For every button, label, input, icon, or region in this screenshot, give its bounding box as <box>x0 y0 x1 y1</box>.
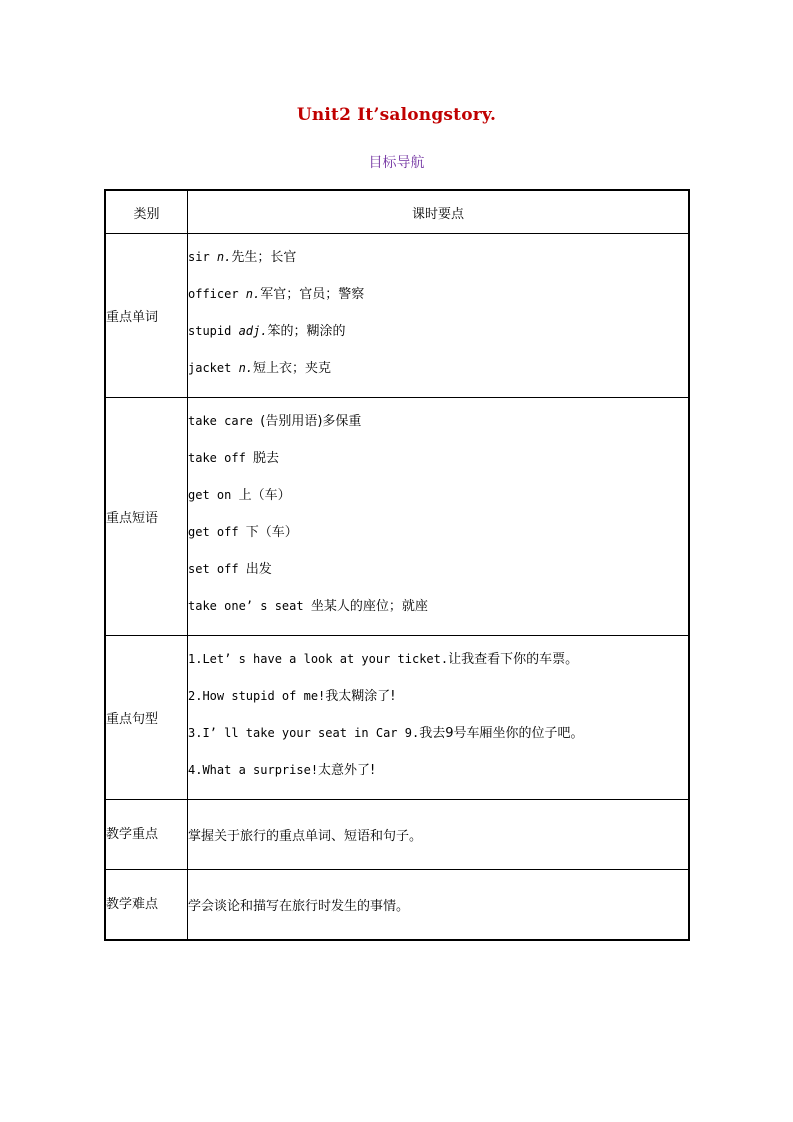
difficulty-row <box>105 870 689 941</box>
focus-row <box>105 800 689 870</box>
difficulty-content: 学会谈论和描写在旅行时发生的事情。 <box>188 870 690 941</box>
sentences-row <box>105 636 689 800</box>
word-item: officer n.军官；官员；警察 <box>188 287 365 302</box>
words-category: 重点单词 <box>105 234 188 398</box>
header-content: 课时要点 <box>188 190 690 234</box>
difficulty-category: 教学难点 <box>105 870 188 941</box>
lesson-points-table <box>104 189 690 941</box>
phrase-item: take care (告别用语)多保重 <box>188 414 362 429</box>
phrase-item: take off 脱去 <box>188 451 280 466</box>
sentence-item: 2.How stupid of me!我太糊涂了! <box>188 689 396 704</box>
header-category: 类别 <box>105 190 188 234</box>
word-item: jacket n.短上衣；夹克 <box>188 361 332 376</box>
words-row <box>105 234 689 398</box>
sentence-item: 1.Let’ s have a look at your ticket.让我查看下你的车票。 <box>188 652 579 667</box>
page-title: Unit2 It’salongstory. <box>296 105 497 125</box>
section-subtitle: 目标导航 <box>368 155 425 171</box>
focus-category: 教学重点 <box>105 800 188 870</box>
phrases-category: 重点短语 <box>105 398 188 636</box>
phrase-item: get off 下（车） <box>188 525 298 540</box>
sentences-category: 重点句型 <box>105 636 188 800</box>
words-cell <box>188 234 690 398</box>
table-header-row <box>105 190 689 234</box>
sentence-item: 3.I’ ll take your seat in Car 9.我去9号车厢坐你的位子吧。 <box>188 726 584 741</box>
word-item: sir n.先生；长官 <box>188 250 297 265</box>
word-item: stupid adj.笨的；糊涂的 <box>188 324 346 339</box>
sentence-item: 4.What a surprise!太意外了! <box>188 763 376 778</box>
phrases-cell <box>188 398 690 636</box>
phrase-item: take one’ s seat 坐某人的座位；就座 <box>188 599 428 614</box>
phrase-item: get on 上（车） <box>188 488 291 503</box>
focus-content: 掌握关于旅行的重点单词、短语和句子。 <box>188 800 690 870</box>
phrase-item: set off 出发 <box>188 562 272 577</box>
sentences-cell <box>188 636 690 800</box>
phrases-row <box>105 398 689 636</box>
